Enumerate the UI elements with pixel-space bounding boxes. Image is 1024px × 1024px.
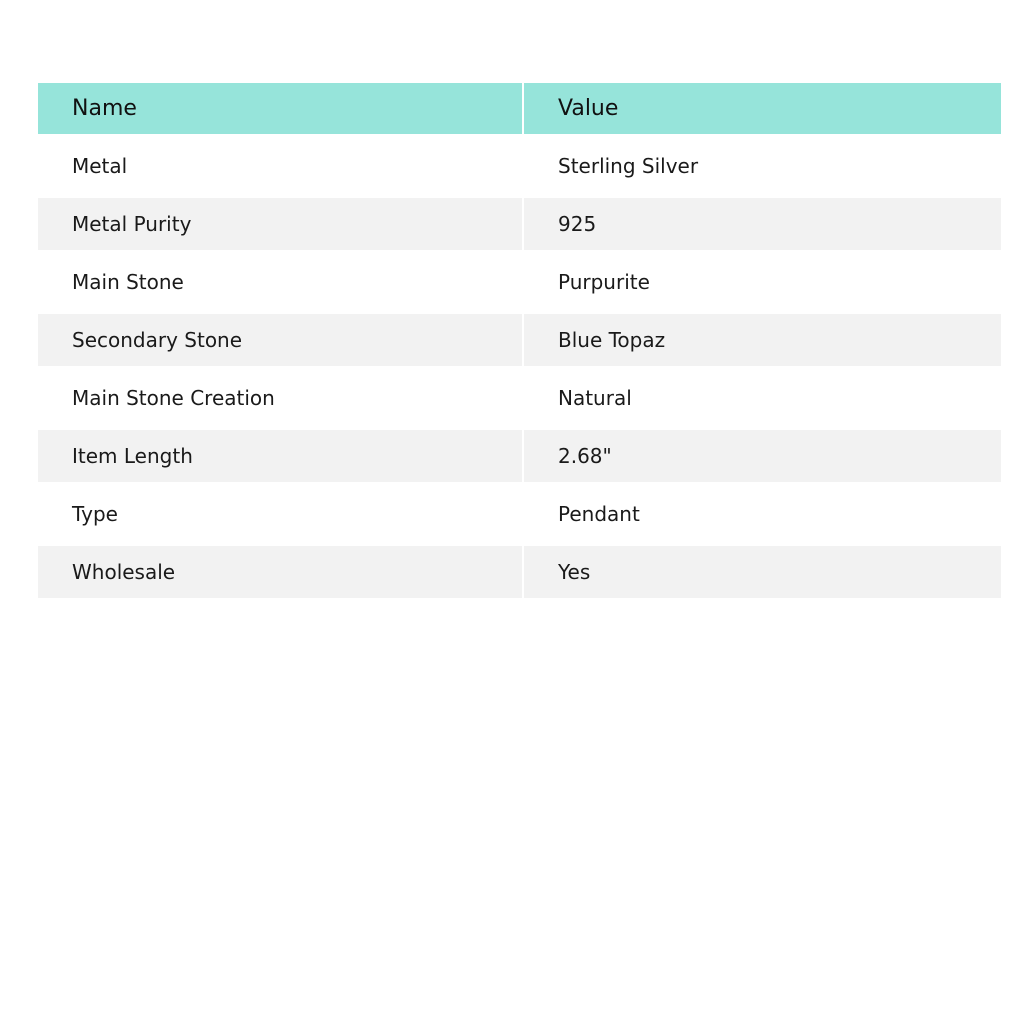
table-row xyxy=(38,137,1001,195)
row-value: Purpurite xyxy=(523,253,1001,311)
table-row xyxy=(38,485,1001,543)
row-value: Yes xyxy=(523,543,1001,598)
row-value: Sterling Silver xyxy=(523,137,1001,195)
table-row xyxy=(38,369,1001,427)
table-row xyxy=(38,543,1001,598)
header-value: Value xyxy=(523,83,1001,137)
row-name: Wholesale xyxy=(38,543,523,598)
row-value: 2.68" xyxy=(523,427,1001,485)
table-row xyxy=(38,253,1001,311)
row-name: Secondary Stone xyxy=(38,311,523,369)
row-value: Natural xyxy=(523,369,1001,427)
row-name: Item Length xyxy=(38,427,523,485)
table-header-row xyxy=(38,83,1001,137)
row-value: 925 xyxy=(523,195,1001,253)
table-row xyxy=(38,195,1001,253)
row-value: Pendant xyxy=(523,485,1001,543)
row-name: Metal Purity xyxy=(38,195,523,253)
row-name: Metal xyxy=(38,137,523,195)
row-name: Main Stone Creation xyxy=(38,369,523,427)
row-value: Blue Topaz xyxy=(523,311,1001,369)
table-row xyxy=(38,311,1001,369)
header-name: Name xyxy=(38,83,523,137)
spec-table xyxy=(38,83,1001,598)
row-name: Main Stone xyxy=(38,253,523,311)
table-row xyxy=(38,427,1001,485)
row-name: Type xyxy=(38,485,523,543)
